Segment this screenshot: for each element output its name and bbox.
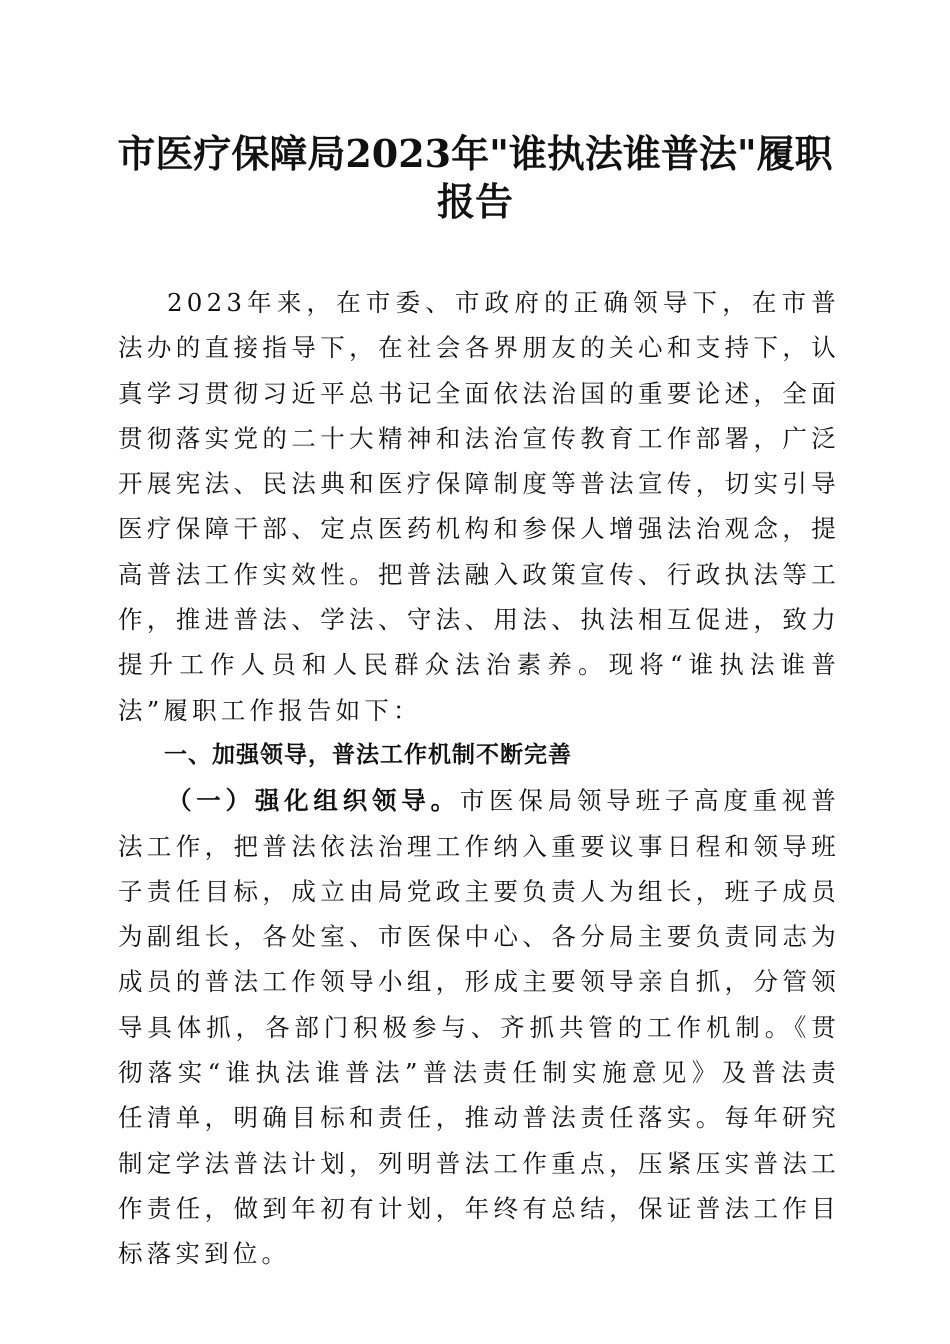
document-title: 市医疗保障局2023年"谁执法谁普法"履职报告 bbox=[117, 131, 833, 224]
intro-paragraph: 2023年来，在市委、市政府的正确领导下，在市普法办的直接指导下，在社会各界朋友的关心和支持下，认真学习贯彻习近平总书记全面依法治国的重要论述，全面贯彻落实党的二十大精神和法治宣传教育工作部署，广泛开展宪法、民法典和医疗保障制度等普法宣传，切实引导医疗保障干部、定点医药机构和参保人增强法治观念，提高普法工作实效性。把普法融入政策宣传、行政执法等工作，推进普法、学法、守法、用法、执法相互促进，致力提升工作人员和人民群众法治素养。现将“谁执法谁普法”履职工作报告如下： bbox=[118, 288, 840, 725]
subsection-paragraph bbox=[118, 778, 840, 1276]
subsection-label: （一）强化组织领导。 bbox=[167, 786, 460, 816]
section-heading: 一、加强领导，普法工作机制不断完善 bbox=[164, 741, 572, 768]
subsection-text: 市医保局领导班子高度重视普法工作，把普法依法治理工作纳入重要议事日程和领导班子责任目标，成立由局党政主要负责人为组长，班子成员为副组长，各处室、市医保中心、各分局主要负责同志为成员的普法工作领导小组，形成主要领导亲自抓，分管领导具体抓，各部门积极参与、齐抓共管的工作机制。《贯彻落实“谁执法谁普法”普法责任制实施意见》及普法责任清单，明确目标和责任，推动普法责任落实。每年研究制定学法普法计划，列明普法工作重点，压紧压实普法工作责任，做到年初有计划，年终有总结，保证普法工作目标落实到位。 bbox=[118, 786, 840, 1269]
document-body bbox=[118, 280, 840, 1277]
